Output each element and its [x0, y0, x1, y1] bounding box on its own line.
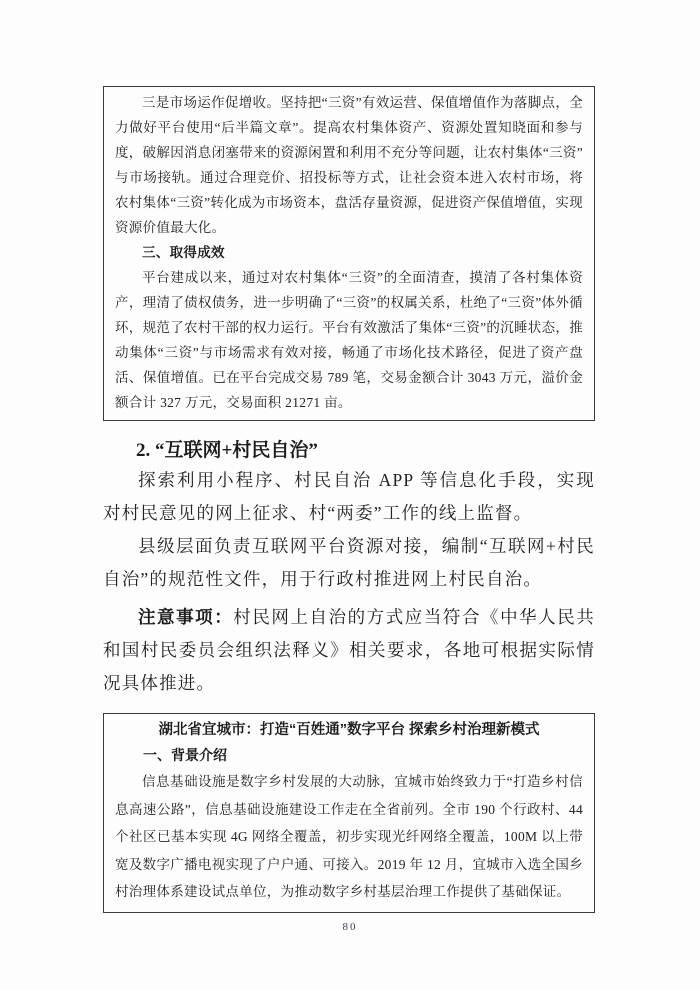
body-paragraph-county-level: 县级层面负责互联网平台资源对接，编制“互联网+村民自治”的规范性文件，用于行政村推进网上村民自治。: [103, 536, 595, 589]
case-study-box-sanzi: [103, 86, 595, 421]
page-content: [103, 0, 595, 913]
note-label: 注意事项：: [138, 607, 234, 627]
box2-paragraph-background: 信息基础设施是数字乡村发展的大动脉，宜城市始终致力于“打造乡村信息高速公路”，信息基础设施建设工作走在全省前列。全市 190 个行政村、44 个社区已基本实现 4G 网络全覆盖，初步实现光纤网络全覆盖，100M 以上带宽及数字广播电视实现了户户通、可接入。2019 年 12 月，宜城市入选全国乡村治理体系建设试点单位，为推动数字乡村基层治理工作提供了基础保证。: [115, 774, 583, 899]
box2-heading-background: 一、背景介绍: [143, 747, 227, 763]
body-paragraph-note: [103, 601, 595, 700]
note-text: 村民网上自治的方式应当符合《中华人民共和国村民委员会组织法释义》相关要求，各地可根据实际情况具体推进。: [103, 607, 595, 693]
page-number: 80: [342, 921, 358, 933]
subsection-heading-internet-village-autonomy: 2. “互联网+村民自治”: [136, 440, 318, 461]
box2-title: 湖北省宜城市：打造“百姓通”数字平台 探索乡村治理新模式: [158, 722, 540, 738]
case-study-box-yicheng: [103, 713, 595, 913]
box1-paragraph-market-operation: 三是市场运作促增收。坚持把“三资”有效运营、保值增值作为落脚点，全力做好平台使用“后半篇文章”。提高农村集体资产、资源处置知晓面和参与度，破解因消息闭塞带来的资源闲置和利用不充分等问题，让农村集体“三资”与市场接轨。通过合理竞价、招投标等方式，让社会资本进入农村市场，将农村集体“三资”转化成为市场资本，盘活存量资源，促进资产保值增值，实现资源价值最大化。: [115, 95, 583, 235]
box1-heading-achievements: 三、取得成效: [142, 245, 225, 260]
body-paragraph-explore-miniprogram: 探索利用小程序、村民自治 APP 等信息化手段，实现对村民意见的网上征求、村“两委”工作的线上监督。: [103, 470, 595, 523]
box1-paragraph-results: 平台建成以来，通过对农村集体“三资”的全面清查，摸清了各村集体资产，理清了债权债务，进一步明确了“三资”的权属关系，杜绝了“三资”体外循环，规范了农村干部的权力运行。平台有效激活了集体“三资”的沉睡状态，推动集体“三资”与市场需求有效对接，畅通了市场化技术路径，促进了资产盘活、保值增值。已在平台完成交易 789 笔，交易金额合计 3043 万元，溢价金额合计 327 万元，交易面积 21271 亩。: [115, 270, 583, 410]
